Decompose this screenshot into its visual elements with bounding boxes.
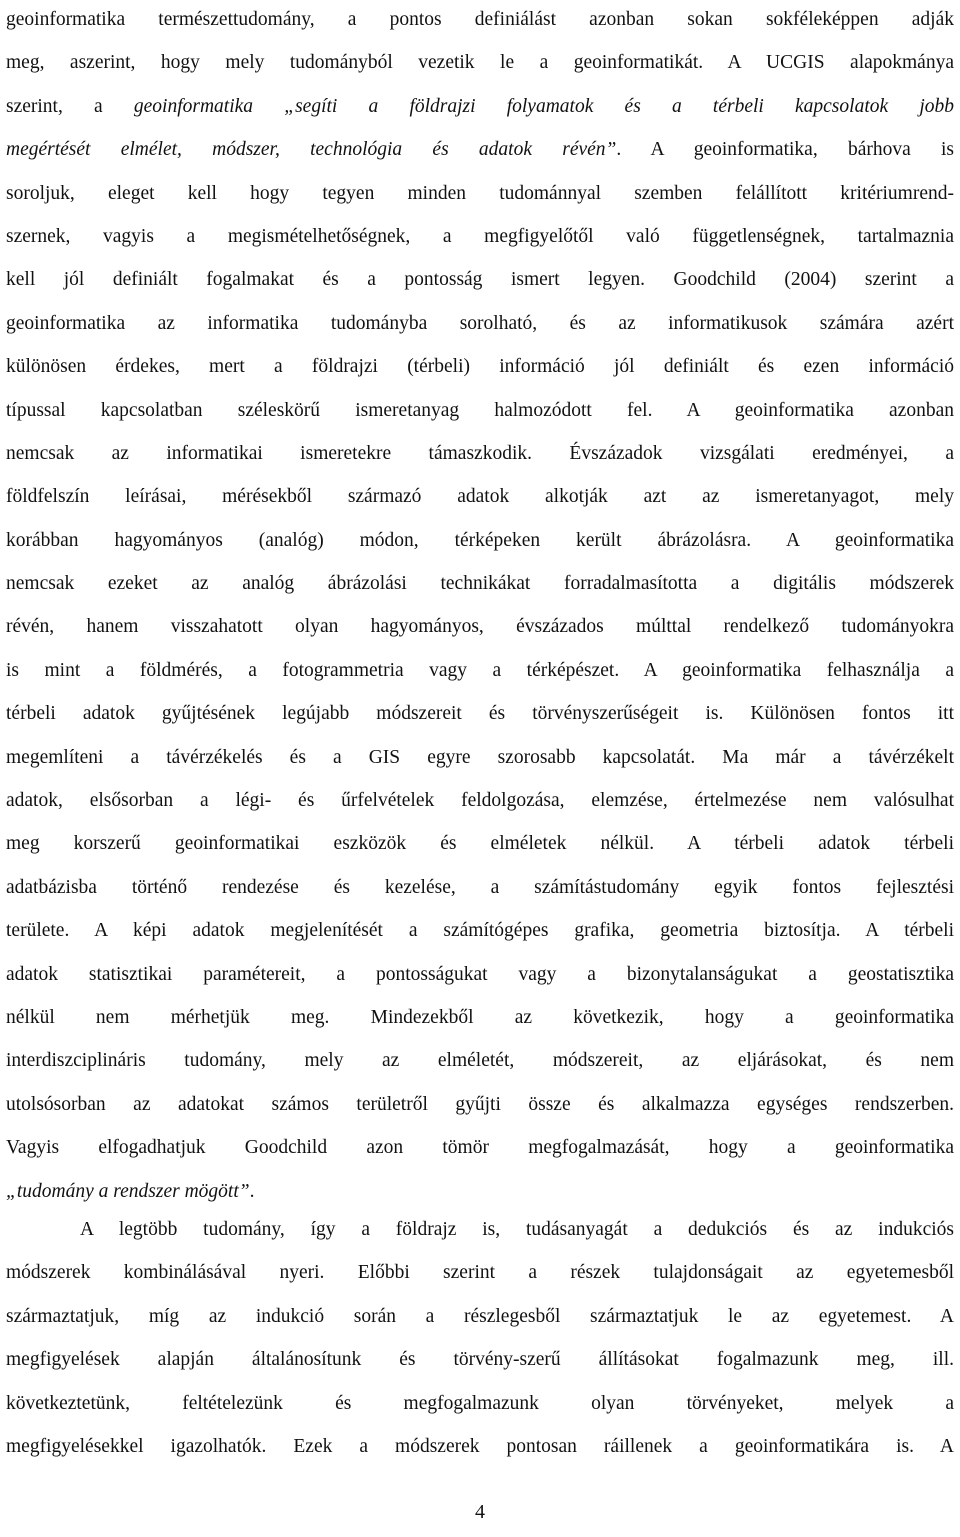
text-run: korábban hagyományos (analóg) módon, térképeken került ábrázolásra. A geoinformatika — [6, 529, 954, 551]
text-run: meg, aszerint, hogy mely tudományból vezetik le a geoinformatikát. A UCGIS alapokmánya — [6, 52, 954, 74]
text-run: származtatjuk, míg az indukció során a részlegesből származtatjuk le az egyetemest. A — [6, 1305, 954, 1327]
text-line — [6, 389, 954, 432]
text-line — [6, 1382, 954, 1425]
text-run: is mint a földmérés, a fotogrammetria vagy a térképészet. A geoinformatika felhasználja a — [6, 659, 954, 681]
text-line — [6, 172, 954, 215]
italic-text: megértését elmélet, módszer, technológia és adatok révén” — [6, 139, 617, 161]
text-line — [6, 779, 954, 822]
text-line — [6, 866, 954, 909]
text-line — [6, 1338, 954, 1381]
text-line — [6, 41, 954, 84]
text-run: kell jól definiált fogalmakat és a pontosság ismert legyen. Goodchild (2004) szerint a — [6, 269, 954, 291]
text-line — [6, 345, 954, 388]
text-line — [6, 1208, 954, 1251]
paragraph-1 — [6, 0, 954, 1213]
text-run: . A geoinformatika, bárhova is — [616, 139, 954, 161]
text-run: megemlíteni a távérzékelés és a GIS egyre szorosabb kapcsolatát. Ma már a távérzékelt — [6, 746, 954, 768]
text-run: különösen érdekes, mert a földrajzi (térbeli) információ jól definiált és ezen információ — [6, 356, 954, 378]
text-line — [6, 302, 954, 345]
text-line — [6, 822, 954, 865]
text-line — [6, 1170, 954, 1213]
text-run: megfigyelések alapján általánosítunk és törvény-szerű állításokat fogalmazunk meg, ill. — [6, 1349, 954, 1371]
text-run: szerint, a — [6, 95, 134, 117]
text-line — [6, 1039, 954, 1082]
paragraph-2 — [6, 1208, 954, 1468]
text-line — [6, 909, 954, 952]
text-run: térbeli adatok gyűjtésének legújabb módszereit és törvényszerűségeit is. Különösen fontos itt — [6, 703, 954, 725]
text-line — [6, 1425, 954, 1468]
text-run: A legtöbb tudomány, így a földrajz is, tudásanyagát a dedukciós és az indukciós — [80, 1219, 954, 1240]
text-line — [6, 432, 954, 475]
text-run: adatok, elsősorban a légi- és űrfelvételek feldolgozása, elemzése, értelmezése nem valósulhat — [6, 790, 954, 812]
page-number: 4 — [475, 1501, 485, 1523]
text-run: típussal kapcsolatban széleskörű ismeretanyag halmozódott fel. A geoinformatika azonban — [6, 399, 954, 421]
document-page — [6, 0, 954, 1537]
text-line — [6, 605, 954, 648]
text-line — [6, 1126, 954, 1169]
text-run: földfelszín leírásai, mérésekből származó adatok alkotják azt az ismeretanyagot, mely — [6, 486, 954, 508]
text-run: adatok statisztikai paramétereit, a pontosságukat vagy a bizonytalanságukat a geostatisztika — [6, 963, 954, 985]
text-run: nemcsak ezeket az analóg ábrázolási technikákat forradalmasította a digitális módszerek — [6, 573, 954, 595]
text-line — [6, 562, 954, 605]
text-run: interdiszciplináris tudomány, mely az elméletét, módszereit, az eljárásokat, és nem — [6, 1050, 954, 1072]
text-run: soroljuk, eleget kell hogy tegyen minden tudománnyal szemben felállított kritériumrend- — [6, 182, 954, 204]
italic-text: geoinformatika „segíti a földrajzi folyamatok és a térbeli kapcsolatok jobb — [133, 95, 954, 117]
text-run: következtetünk, feltételezünk és megfogalmazunk olyan törvényeket, melyek a — [6, 1392, 954, 1414]
text-line — [6, 519, 954, 562]
text-line — [6, 1295, 954, 1338]
text-run: nemcsak az informatikai ismeretekre támaszkodik. Évszázadok vizsgálati eredményei, a — [6, 442, 954, 464]
text-run: megfigyelésekkel igazolhatók. Ezek a módszerek pontosan ráillenek a geoinformatikára is. A — [6, 1435, 954, 1457]
text-line — [6, 692, 954, 735]
text-run: adatbázisba történő rendezése és kezelése, a számítástudomány egyik fontos fejlesztési — [6, 876, 954, 898]
text-run: geoinformatika az informatika tudományba sorolható, és az informatikusok számára azért — [6, 312, 954, 334]
text-run: módszerek kombinálásával nyeri. Előbbi szerint a részek tulajdonságait az egyetemesből — [6, 1262, 954, 1284]
text-run: . — [249, 1180, 255, 1202]
text-line — [6, 953, 954, 996]
text-line — [6, 0, 954, 41]
text-run: utolsósorban az adatokat számos területről gyűjti össze és alkalmazza egységes rendszerben. — [6, 1093, 954, 1115]
text-run: geoinformatika természettudomány, a pontos definiálást azonban sokan sokféleképpen adják — [6, 9, 954, 30]
text-run: nélkül nem mérhetjük meg. Mindezekből az következik, hogy a geoinformatika — [6, 1006, 954, 1028]
text-line — [6, 1083, 954, 1126]
text-line — [6, 128, 954, 171]
text-line — [6, 649, 954, 692]
text-run: révén, hanem visszahatott olyan hagyományos, évszázados múlttal rendelkező tudományokra — [6, 616, 954, 638]
text-run: területe. A képi adatok megjelenítését a számítógépes grafika, geometria biztosítja. A térbeli — [6, 920, 954, 942]
text-line — [6, 215, 954, 258]
text-line — [6, 475, 954, 518]
italic-text: „tudomány a rendszer mögött” — [6, 1180, 250, 1202]
text-run: szernek, vagyis a megismételhetőségnek, a megfigyelőtől való függetlenségnek, tartalmaznia — [6, 225, 954, 247]
text-run: Vagyis elfogadhatjuk Goodchild azon tömör megfogalmazását, hogy a geoinformatika — [6, 1137, 954, 1159]
text-line — [6, 736, 954, 779]
text-line — [6, 996, 954, 1039]
text-line — [6, 85, 954, 128]
text-run: meg korszerű geoinformatikai eszközök és elméletek nélkül. A térbeli adatok térbeli — [6, 833, 954, 855]
text-line — [6, 258, 954, 301]
text-line — [6, 1251, 954, 1294]
